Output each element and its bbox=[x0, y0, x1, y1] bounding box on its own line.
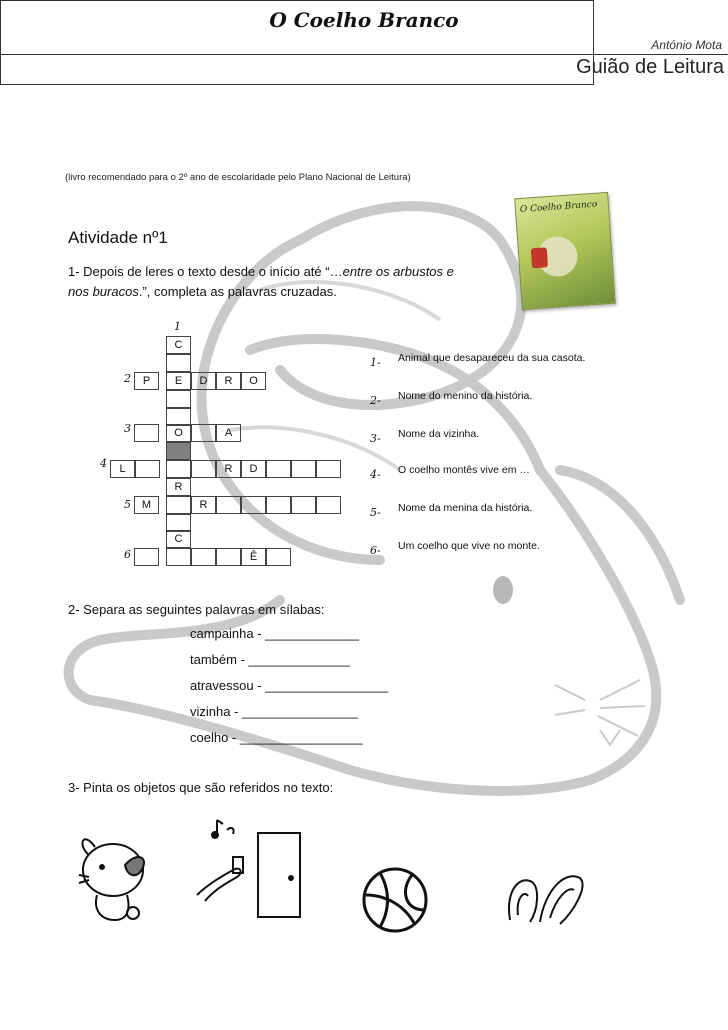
syllable-line: vizinha - ________________ bbox=[190, 704, 358, 719]
crossword-cell[interactable]: Ê bbox=[241, 548, 266, 566]
clue-item: 1- Animal que desapareceu da sua casota. bbox=[370, 352, 586, 369]
doorbell-hand-icon[interactable] bbox=[195, 815, 255, 905]
crossword-cell[interactable] bbox=[291, 460, 316, 478]
clue-number-2: 2 bbox=[124, 372, 131, 385]
syllable-line: também - ______________ bbox=[190, 652, 350, 667]
question-1 bbox=[68, 262, 528, 302]
clue-number-1: 1 bbox=[174, 320, 181, 333]
crossword-cell[interactable] bbox=[135, 460, 160, 478]
crossword-cell[interactable]: O bbox=[241, 372, 266, 390]
crossword-cell[interactable]: C bbox=[166, 530, 191, 548]
clue-number-5: 5 bbox=[124, 498, 131, 511]
activity-title: Atividade nº1 bbox=[68, 228, 168, 247]
crossword-cell[interactable] bbox=[241, 496, 266, 514]
clue-item: 5- Nome da menina da história. bbox=[370, 502, 533, 519]
crossword-cell[interactable]: D bbox=[241, 460, 266, 478]
crossword-cell[interactable]: R bbox=[166, 478, 191, 496]
cover-art-figure bbox=[531, 247, 548, 268]
crossword-cell[interactable] bbox=[134, 424, 159, 442]
book-cover-image bbox=[514, 192, 616, 310]
book-cover-title: O Coelho Branco bbox=[519, 199, 598, 216]
question-1-text-a: 1- Depois de leres o texto desde o início até “… bbox=[68, 264, 343, 279]
crossword-cell[interactable] bbox=[191, 548, 216, 566]
clue-number-6: 6 bbox=[124, 548, 131, 561]
header-box bbox=[0, 0, 724, 85]
crossword-cell[interactable]: P bbox=[134, 372, 159, 390]
header-subtitle-row bbox=[0, 54, 728, 85]
syllable-line: campainha - _____________ bbox=[190, 626, 360, 641]
clue-item: 2- Nome do menino da história. bbox=[370, 390, 533, 407]
guide-title: Guião de Leitura bbox=[576, 56, 724, 78]
rabbit-icon[interactable] bbox=[75, 825, 155, 925]
crossword-cell[interactable]: R bbox=[191, 496, 216, 514]
crossword-cell[interactable] bbox=[291, 496, 316, 514]
clue-item: 6- Um coelho que vive no monte. bbox=[370, 540, 540, 557]
question-1-quote-a: entre os arbustos e bbox=[342, 264, 454, 279]
crossword-cell[interactable]: D bbox=[191, 372, 216, 390]
crossword-cell[interactable]: M bbox=[134, 496, 159, 514]
crossword-cell[interactable]: L bbox=[110, 460, 135, 478]
crossword-cell[interactable]: R bbox=[216, 372, 241, 390]
crossword-cell[interactable]: A bbox=[216, 424, 241, 442]
question-1-text-b: .”, completa as palavras cruzadas. bbox=[138, 284, 337, 299]
crossword-cell[interactable]: C bbox=[166, 336, 191, 354]
crossword-cell[interactable] bbox=[166, 496, 191, 514]
crossword-cell[interactable] bbox=[266, 496, 291, 514]
door-icon[interactable] bbox=[255, 830, 305, 920]
crossword-cell[interactable] bbox=[216, 548, 241, 566]
clue-number-3: 3 bbox=[124, 422, 131, 435]
question-2: 2- Separa as seguintes palavras em sílabas: bbox=[68, 602, 325, 617]
volleyball-icon[interactable] bbox=[360, 865, 430, 935]
question-1-quote-b: nos buracos bbox=[68, 284, 139, 299]
clue-item: 4- O coelho montês vive em … bbox=[370, 464, 530, 481]
crossword-cell[interactable] bbox=[191, 460, 216, 478]
syllable-line: atravessou - _________________ bbox=[190, 678, 389, 693]
book-title: O Coelho Branco bbox=[269, 8, 459, 32]
clue-item: 3- Nome da vizinha. bbox=[370, 428, 480, 445]
clue-number-4: 4 bbox=[100, 457, 107, 470]
book-author: António Mota bbox=[651, 38, 722, 52]
question-3: 3- Pinta os objetos que são referidos no texto: bbox=[68, 780, 334, 795]
crossword-cell[interactable] bbox=[166, 390, 191, 408]
crossword-cell[interactable] bbox=[191, 424, 216, 442]
syllable-line: coelho - _________________ bbox=[190, 730, 363, 745]
crossword-cell[interactable] bbox=[316, 496, 341, 514]
header-title-row bbox=[0, 0, 728, 55]
crossword-cell[interactable] bbox=[166, 460, 191, 478]
crossword-cell[interactable] bbox=[316, 460, 341, 478]
crossword-black-cell bbox=[166, 442, 191, 460]
crossword-cell[interactable] bbox=[166, 354, 191, 372]
crossword-cell[interactable] bbox=[266, 548, 291, 566]
crossword-cell[interactable]: R bbox=[216, 460, 241, 478]
crossword-cell[interactable] bbox=[216, 496, 241, 514]
crossword-cell[interactable] bbox=[266, 460, 291, 478]
recommendation-note: (livro recomendado para o 2º ano de escolaridade pelo Plano Nacional de Leitura) bbox=[65, 172, 411, 183]
crossword-cell[interactable] bbox=[134, 548, 159, 566]
crossword-cell[interactable]: O bbox=[166, 424, 191, 442]
bunny-ears-icon[interactable] bbox=[500, 860, 590, 930]
crossword-cell[interactable] bbox=[166, 548, 191, 566]
crossword-cell[interactable]: E bbox=[166, 372, 191, 390]
